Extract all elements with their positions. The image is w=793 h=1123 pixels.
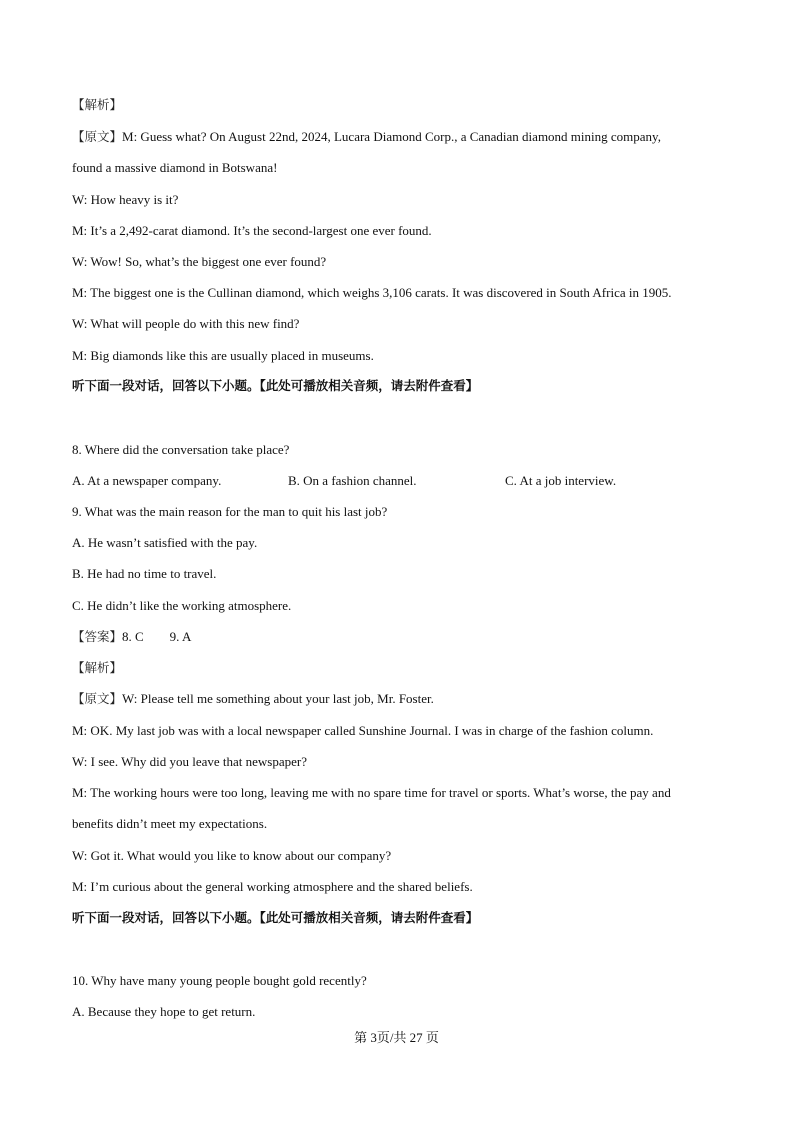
transcript-line: 【原文】W: Please tell me something about your last job, Mr. Foster.	[72, 691, 434, 706]
option-a: A. He wasn’t satisfied with the pay.	[72, 535, 258, 550]
option-b: B. On a fashion channel.	[288, 473, 417, 488]
original-tag: 【原文】	[72, 691, 123, 706]
analysis-tag: 【解析】	[72, 660, 123, 675]
transcript-line: W: I see. Why did you leave that newspaper?	[72, 754, 307, 769]
transcript-line: benefits didn’t meet my expectations.	[72, 816, 268, 831]
option-b: B. He had no time to travel.	[72, 566, 217, 581]
audio-instruction: 听下面一段对话，回答以下小题。【此处可播放相关音频，请去附件查看】	[72, 910, 479, 925]
transcript-line: 【原文】M: Guess what? On August 22nd, 2024, Lucara Diamond Corp., a Canadian diamond mining company,	[72, 129, 661, 144]
option-a: A. At a newspaper company.	[72, 473, 222, 488]
transcript-line: W: Got it. What would you like to know about our company?	[72, 848, 392, 863]
transcript-line: M: It’s a 2,492-carat diamond. It’s the second-largest one ever found.	[72, 223, 432, 238]
transcript-line: M: OK. My last job was with a local newspaper called Sunshine Journal. I was in charge of the fashion column.	[72, 723, 654, 738]
transcript-line: M: Big diamonds like this are usually placed in museums.	[72, 348, 374, 363]
transcript-line: M: The working hours were too long, leaving me with no spare time for travel or sports. What’s worse, the pay and	[72, 785, 671, 800]
transcript-line: W: Wow! So, what’s the biggest one ever found?	[72, 254, 327, 269]
transcript-line: W: What will people do with this new find?	[72, 316, 300, 331]
answer-line	[72, 629, 191, 645]
transcript-line: M: The biggest one is the Cullinan diamond, which weighs 3,106 carats. It was discovered in South Africa in 1905.	[72, 285, 672, 300]
question-9: 9. What was the main reason for the man to quit his last job?	[72, 504, 388, 519]
answer-text: 8. C 9. A	[122, 629, 192, 644]
page-footer: 第 3页/共 27 页	[354, 1030, 439, 1045]
question-10: 10. Why have many young people bought gold recently?	[72, 973, 367, 988]
option-a: A. Because they hope to get return.	[72, 1004, 256, 1019]
question-8: 8. Where did the conversation take place?	[72, 442, 290, 457]
audio-instruction: 听下面一段对话，回答以下小题。【此处可播放相关音频，请去附件查看】	[72, 378, 479, 393]
transcript-line: W: How heavy is it?	[72, 192, 179, 207]
option-c: C. At a job interview.	[505, 473, 617, 488]
transcript-line: found a massive diamond in Botswana!	[72, 160, 278, 175]
answer-tag: 【答案】	[72, 629, 123, 644]
analysis-tag: 【解析】	[72, 97, 123, 112]
option-c: C. He didn’t like the working atmosphere.	[72, 598, 292, 613]
transcript-line: M: I’m curious about the general working atmosphere and the shared beliefs.	[72, 879, 473, 894]
original-tag: 【原文】	[72, 129, 123, 144]
